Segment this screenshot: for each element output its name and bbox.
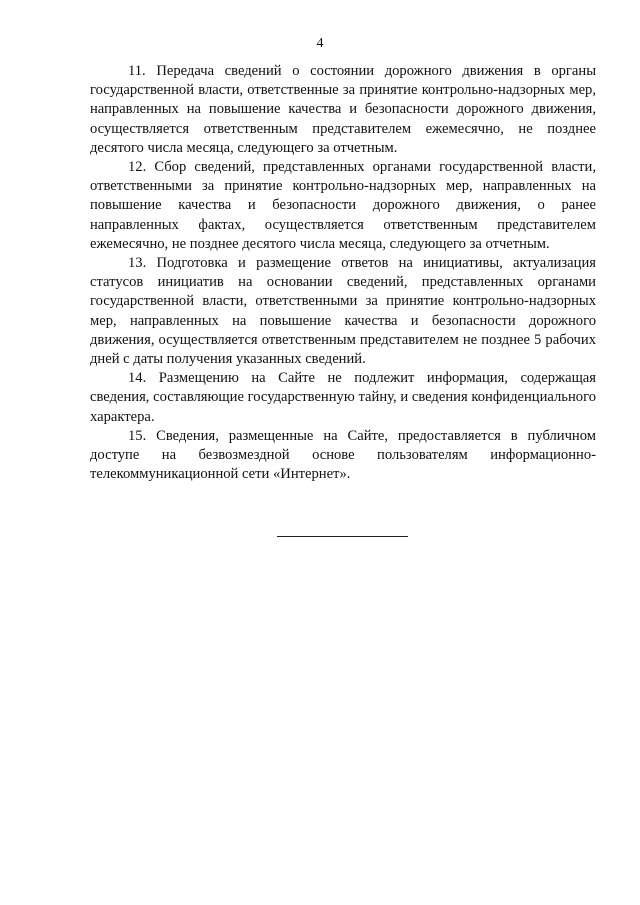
paragraph-13: 13. Подготовка и размещение ответов на инициативы, актуализация статусов инициатив на основании сведений, представленных органами государственной власти, ответственными за принятие контрольно-надзорных мер, направленных на повышение качества и безопасности дорожного движения, осуществляется ответственным представителем не позднее 5 рабочих дней с даты получения указанных сведений. [90, 255, 596, 368]
paragraph-14: 14. Размещению на Сайте не подлежит информация, содержащая сведения, составляющие государственную тайну, и сведения конфиденциального характера. [90, 370, 596, 425]
document-body [90, 62, 596, 484]
end-of-document-rule [277, 536, 408, 537]
page-number: 4 [316, 36, 324, 51]
paragraph-15: 15. Сведения, размещенные на Сайте, предоставляется в публичном доступе на безвозмездной основе пользователям информационно-телекоммуникационной сети «Интернет». [90, 427, 596, 483]
paragraph-12: 12. Сбор сведений, представленных органами государственной власти, ответственными за принятие контрольно-надзорных мер, направленных на повышение качества и безопасности дорожного движения, о ранее направленных фактах, осуществляется ответственным представителем ежемесячно, не позднее десятого числа месяца, следующего за отчетным. [90, 159, 596, 252]
paragraph-11: 11. Передача сведений о состоянии дорожного движения в органы государственной власти, ответственные за принятие контрольно-надзорных мер, направленных на повышение качества и безопасности дорожного движения, осуществляется ответственным представителем ежемесячно, не позднее десятого числа месяца, следующего за отчетным. [90, 63, 596, 156]
